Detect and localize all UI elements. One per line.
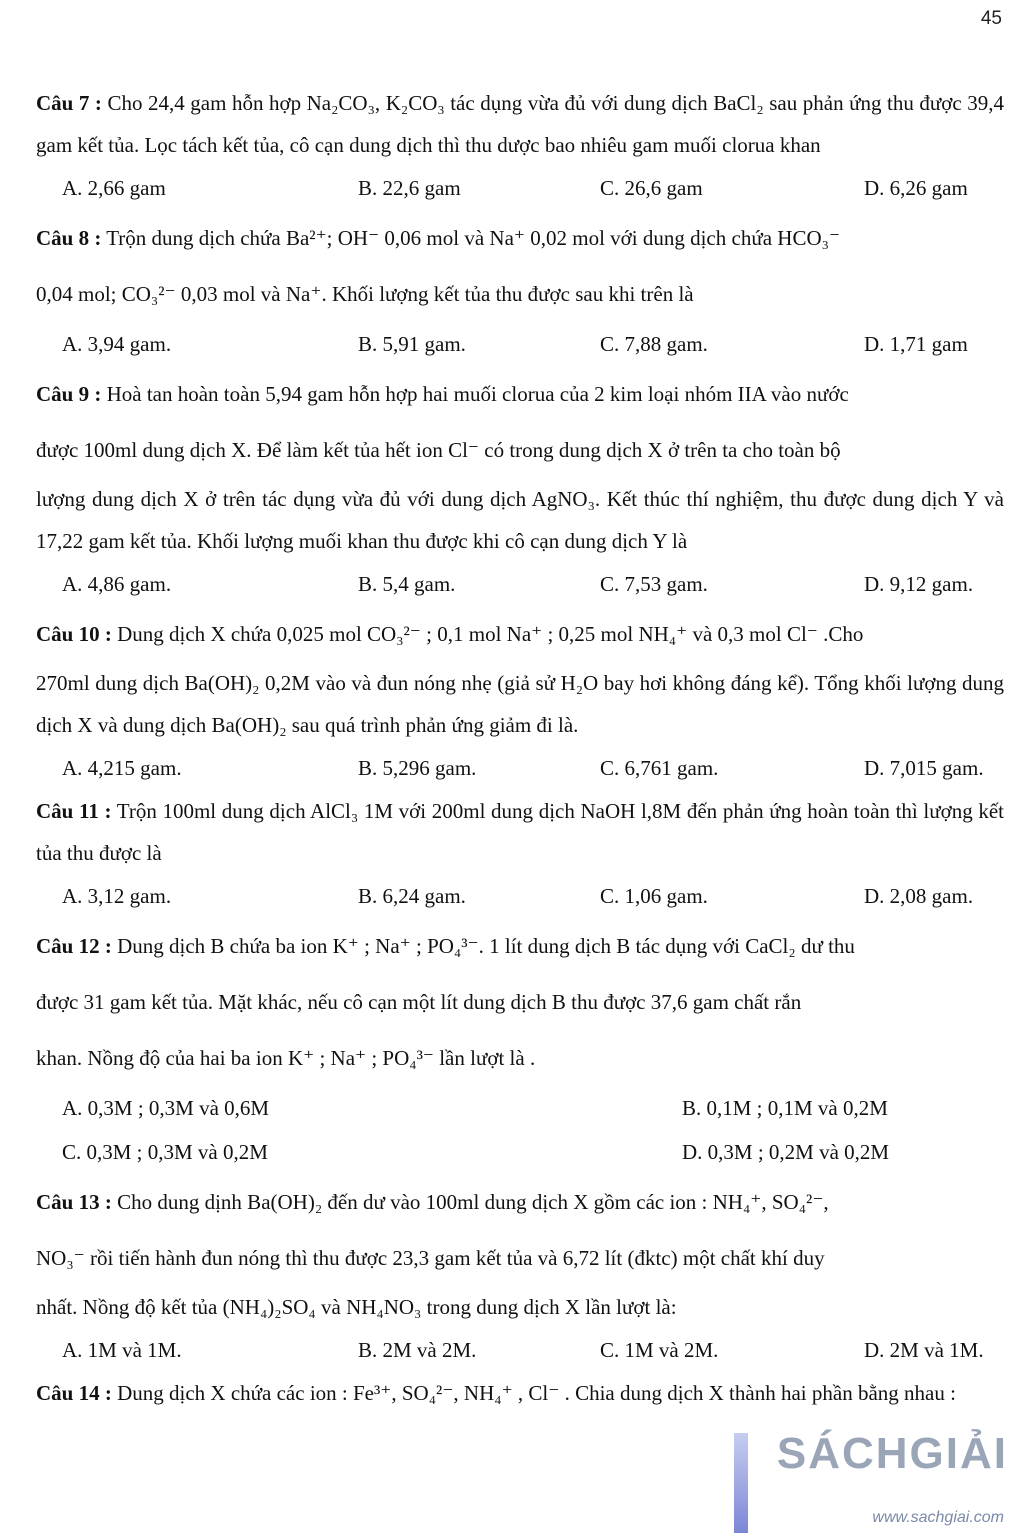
question-label: Câu 8 : bbox=[36, 226, 102, 250]
question-text: Cho 24,4 gam hỗn hợp Na₂CO₃, K₂CO₃ tác dụng vừa đủ với dung dịch BaCl₂ sau phản ứng thu được 39,4 gam kết tủa. Lọc tách kết tủa, cô cạn dung dịch thì thu dược bao nhiêu gam muối clorua khan bbox=[36, 91, 1004, 157]
option-c: C. 26,6 gam bbox=[600, 175, 703, 200]
question-label: Câu 14 : bbox=[36, 1381, 112, 1405]
question-label: Câu 13 : bbox=[36, 1190, 112, 1214]
option-a: A. 1M và 1M. bbox=[62, 1337, 182, 1362]
answer-options bbox=[62, 1086, 1004, 1174]
option-b: B. 5,4 gam. bbox=[358, 571, 456, 596]
question-7 bbox=[36, 82, 1004, 210]
question-text: Dung dịch X chứa 0,025 mol CO₃²⁻ ; 0,1 mol Na⁺ ; 0,25 mol NH₄⁺ và 0,3 mol Cl⁻ .Cho bbox=[111, 622, 864, 646]
question-label: Câu 11 : bbox=[36, 799, 112, 823]
option-d: D. 9,12 gam. bbox=[864, 571, 974, 596]
question-text: Trộn 100ml dung dịch AlCl₃ 1M với 200ml dung dịch NaOH l,8M đến phản ứng hoàn toàn thì lượng kết tủa thu được là bbox=[36, 799, 1004, 865]
question-text-line: được 100ml dung dịch X. Để làm kết tủa hết ion Cl⁻ có trong dung dịch X ở trên ta cho toàn bộ bbox=[36, 438, 841, 462]
option-c: C. 7,88 gam. bbox=[600, 331, 708, 356]
question-text: Cho dung dịnh Ba(OH)₂ đến dư vào 100ml dung dịch X gồm các ion : NH₄⁺, SO₄²⁻, bbox=[111, 1190, 829, 1214]
option-d: D. 2M và 1M. bbox=[864, 1337, 984, 1362]
option-b: B. 6,24 gam. bbox=[358, 883, 466, 908]
option-c: C. 1M và 2M. bbox=[600, 1337, 719, 1362]
answer-options bbox=[62, 562, 1004, 606]
question-9 bbox=[36, 366, 1004, 606]
question-text-line: được 31 gam kết tủa. Mặt khác, nếu cô cạn một lít dung dịch B thu được 37,6 gam chất rắn bbox=[36, 990, 802, 1014]
decorative-bar bbox=[734, 1433, 748, 1533]
question-8 bbox=[36, 210, 1004, 366]
option-a: A. 3,94 gam. bbox=[62, 331, 172, 356]
watermark-brand: SÁCHGIẢI bbox=[776, 1429, 1008, 1478]
question-list bbox=[36, 82, 1004, 1414]
answer-options bbox=[62, 746, 1004, 790]
sachgiai-watermark-logo bbox=[718, 1423, 1018, 1533]
option-d: D. 6,26 gam bbox=[864, 175, 968, 200]
question-13 bbox=[36, 1174, 1004, 1372]
option-d: D. 7,015 gam. bbox=[864, 755, 984, 780]
question-text: Trộn dung dịch chứa Ba²⁺; OH⁻ 0,06 mol và Na⁺ 0,02 mol với dung dịch chứa HCO₃⁻ bbox=[101, 226, 841, 250]
question-text-line: lượng dung dịch X ở trên tác dụng vừa đủ với dung dịch AgNO₃. Kết thúc thí nghiệm, thu được dung dịch Y và 17,22 gam kết tủa. Khối lượng muối khan thu được khi cô cạn dung dịch Y là bbox=[36, 487, 1004, 553]
question-label: Câu 10 : bbox=[36, 622, 112, 646]
option-c: C. 0,3M ; 0,3M và 0,2M bbox=[62, 1140, 268, 1164]
answer-options bbox=[62, 166, 1004, 210]
question-11 bbox=[36, 790, 1004, 918]
option-d: D. 2,08 gam. bbox=[864, 883, 974, 908]
answer-options bbox=[62, 874, 1004, 918]
answer-options bbox=[62, 322, 1004, 366]
option-c: C. 1,06 gam. bbox=[600, 883, 708, 908]
option-a: A. 2,66 gam bbox=[62, 175, 166, 200]
option-a: A. 4,86 gam. bbox=[62, 571, 172, 596]
page-number: 45 bbox=[980, 8, 1002, 29]
option-b: B. 5,91 gam. bbox=[358, 331, 466, 356]
option-a: A. 4,215 gam. bbox=[62, 755, 182, 780]
question-text-line: 0,04 mol; CO₃²⁻ 0,03 mol và Na⁺. Khối lượng kết tủa thu được sau khi trên là bbox=[36, 282, 694, 306]
option-b: B. 22,6 gam bbox=[358, 175, 461, 200]
question-label: Câu 7 : bbox=[36, 91, 102, 115]
question-text-line: nhất. Nồng độ kết tủa (NH₄)₂SO₄ và NH₄NO₃ trong dung dịch X lần lượt là: bbox=[36, 1295, 677, 1319]
question-text: Hoà tan hoàn toàn 5,94 gam hỗn hợp hai muối clorua của 2 kim loại nhóm IIA vào nước bbox=[101, 382, 849, 406]
option-a: A. 3,12 gam. bbox=[62, 883, 172, 908]
question-12 bbox=[36, 918, 1004, 1174]
option-b: B. 5,296 gam. bbox=[358, 755, 477, 780]
option-d: D. 0,3M ; 0,2M và 0,2M bbox=[682, 1140, 890, 1164]
option-d: D. 1,71 gam bbox=[864, 331, 968, 356]
question-label: Câu 12 : bbox=[36, 934, 112, 958]
question-text-line: 270ml dung dịch Ba(OH)₂ 0,2M vào và đun nóng nhẹ (giả sử H₂O bay hơi không đáng kể). Tổng khối lượng dung dịch X và dung dịch Ba(OH)₂ sau quá trình phản ứng giảm đi là. bbox=[36, 671, 1004, 737]
answer-options bbox=[62, 1328, 1004, 1372]
option-c: C. 6,761 gam. bbox=[600, 755, 719, 780]
option-b: B. 2M và 2M. bbox=[358, 1337, 477, 1362]
question-10 bbox=[36, 606, 1004, 790]
watermark-url: www.sachgiai.com bbox=[872, 1509, 1004, 1526]
option-b: B. 0,1M ; 0,1M và 0,2M bbox=[682, 1096, 888, 1120]
option-a: A. 0,3M ; 0,3M và 0,6M bbox=[62, 1096, 270, 1120]
question-label: Câu 9 : bbox=[36, 382, 102, 406]
question-text: Dung dịch B chứa ba ion K⁺ ; Na⁺ ; PO₄³⁻. 1 lít dung dịch B tác dụng với CaCl₂ dư thu bbox=[111, 934, 855, 958]
question-14 bbox=[36, 1372, 1004, 1414]
option-c: C. 7,53 gam. bbox=[600, 571, 708, 596]
question-text: Dung dịch X chứa các ion : Fe³⁺, SO₄²⁻, NH₄⁺ , Cl⁻ . Chia dung dịch X thành hai phần bằng nhau : bbox=[111, 1381, 956, 1405]
question-text-line: NO₃⁻ rồi tiến hành đun nóng thì thu được 23,3 gam kết tủa và 6,72 lít (đktc) một chất khí duy bbox=[36, 1246, 825, 1270]
question-text-line: khan. Nồng độ của hai ba ion K⁺ ; Na⁺ ; PO₄³⁻ lần lượt là . bbox=[36, 1046, 536, 1070]
